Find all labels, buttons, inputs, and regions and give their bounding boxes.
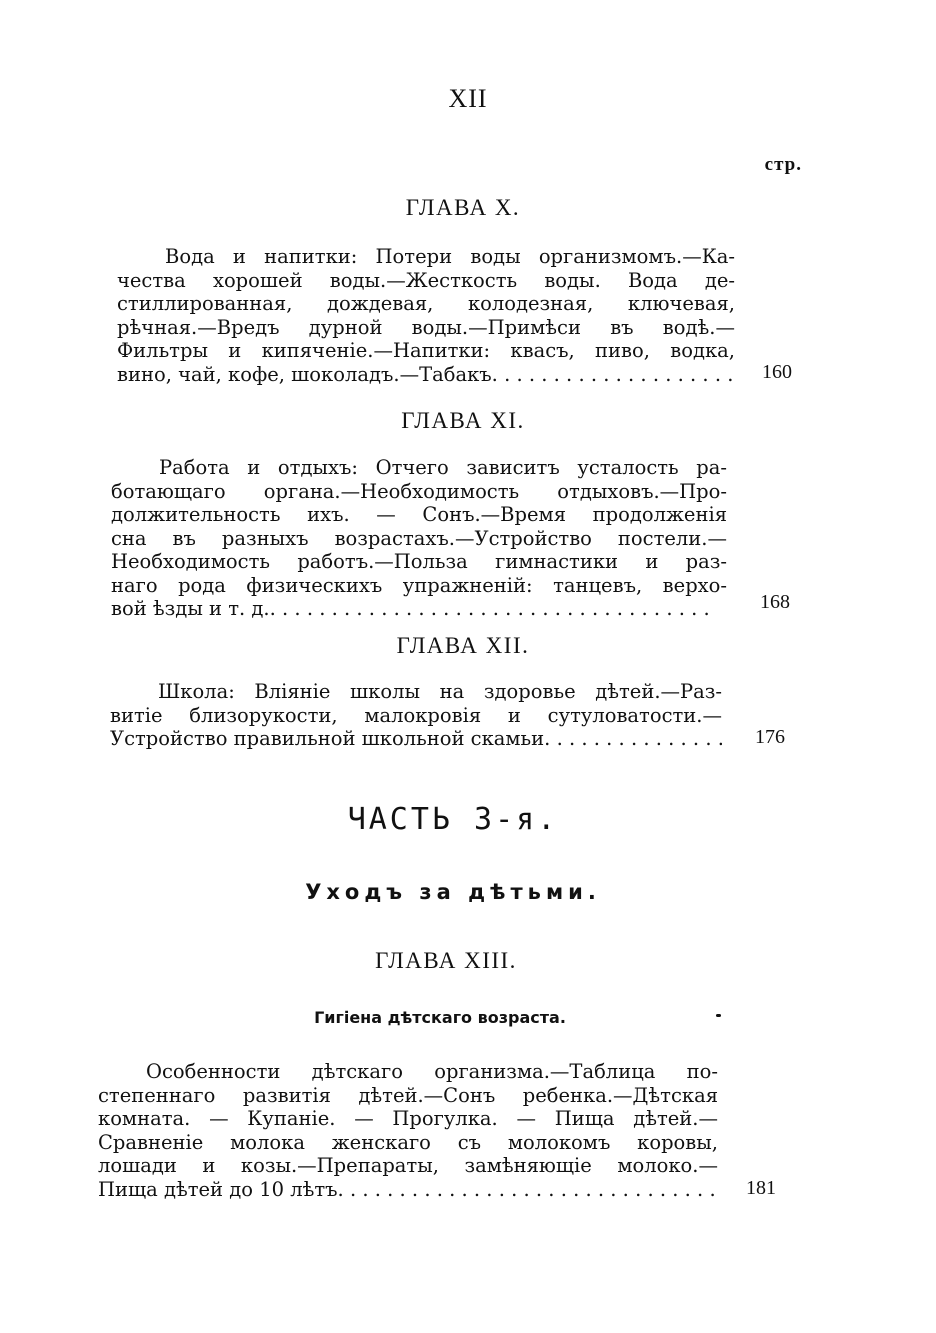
contents-line: наго рода физическихъ упражненій: танцевъ, верхо- <box>111 573 727 597</box>
chapter-11-page: 168 <box>760 591 790 613</box>
chapter-11-title: ГЛАВА XI. <box>401 408 525 433</box>
contents-line <box>111 597 727 621</box>
chapter-11-contents <box>111 456 727 621</box>
contents-line: Сравненіе молока женскаго съ молокомъ коровы, <box>98 1130 718 1154</box>
contents-line: комната. — Купаніе. — Прогулка. — Пища дѣтей.— <box>98 1107 718 1130</box>
part-title: ЧАСТЬ 3-я. <box>347 802 559 837</box>
chapter-10-page: 160 <box>762 361 792 383</box>
chapter-12-page: 176 <box>755 726 785 748</box>
chapter-13-page: 181 <box>746 1177 776 1199</box>
contents-line <box>110 727 722 751</box>
part-subtitle: Уходъ за дѣтьми. <box>305 880 601 904</box>
leader-dots <box>544 727 722 751</box>
contents-line-text: вино, чай, кофе, шоколадъ.—Табакъ <box>117 362 492 386</box>
contents-line: витіе близорукости, малокровія и сутуловатости.— <box>110 703 722 727</box>
chapter-12-contents <box>110 680 722 751</box>
contents-line <box>117 363 735 387</box>
contents-line-text: Пища дѣтей до 10 лѣтъ <box>98 1177 338 1201</box>
contents-line: стиллированная, дождевая, колодезная, ключевая, <box>117 292 735 315</box>
contents-line: Вода и напитки: Потери воды организмомъ.—Ка- <box>165 245 735 268</box>
print-mark <box>716 1014 721 1017</box>
contents-line <box>98 1178 718 1202</box>
contents-line: должительность ихъ. — Сонъ.—Время продолженія <box>111 503 727 526</box>
contents-line: ботающаго органа.—Необходимость отдыховъ.—Про- <box>111 479 727 503</box>
contents-line: Школа: Вліяніе школы на здоровье дѣтей.—Раз- <box>158 680 722 703</box>
contents-line: Особенности дѣтскаго организма.—Таблица по- <box>146 1060 718 1083</box>
contents-line: Необходимость работъ.—Польза гимнастики и раз- <box>111 550 727 573</box>
contents-line: чества хорошей воды.—Жесткость воды. Вода де- <box>117 268 735 292</box>
contents-line: лошади и козы.—Препараты, замѣняющіе молоко.— <box>98 1154 718 1177</box>
chapter-13-title: ГЛАВА XIII. <box>375 948 517 973</box>
page-column-label: стр. <box>764 154 802 175</box>
contents-line-text: вой ѣзды и т. д. <box>111 597 270 620</box>
chapter-10-title: ГЛАВА X. <box>405 195 521 220</box>
chapter-13-contents <box>98 1060 718 1201</box>
contents-line: сна въ разныхъ возрастахъ.—Устройство постели.— <box>111 526 727 550</box>
contents-line-text: Устройство правильной школьной скамьи <box>110 727 545 750</box>
chapter-13-section-title: Гигіена дѣтскаго возраста. <box>314 1008 566 1027</box>
leader-dots <box>492 363 735 387</box>
leader-dots <box>338 1178 718 1202</box>
leader-dots <box>270 597 727 621</box>
contents-line: рѣчная.—Вредъ дурной воды.—Примѣси въ водѣ.— <box>117 315 735 339</box>
contents-line: степеннаго развитія дѣтей.—Сонъ ребенка.—Дѣтская <box>98 1083 718 1107</box>
contents-line: Фильтры и кипяченіе.—Напитки: квасъ, пиво, водка, <box>117 339 735 362</box>
chapter-10-contents <box>117 245 735 386</box>
chapter-12-title: ГЛАВА XII. <box>396 633 530 658</box>
contents-line: Работа и отдыхъ: Отчего зависитъ усталость ра- <box>159 456 727 479</box>
page-number: XII <box>448 84 488 113</box>
